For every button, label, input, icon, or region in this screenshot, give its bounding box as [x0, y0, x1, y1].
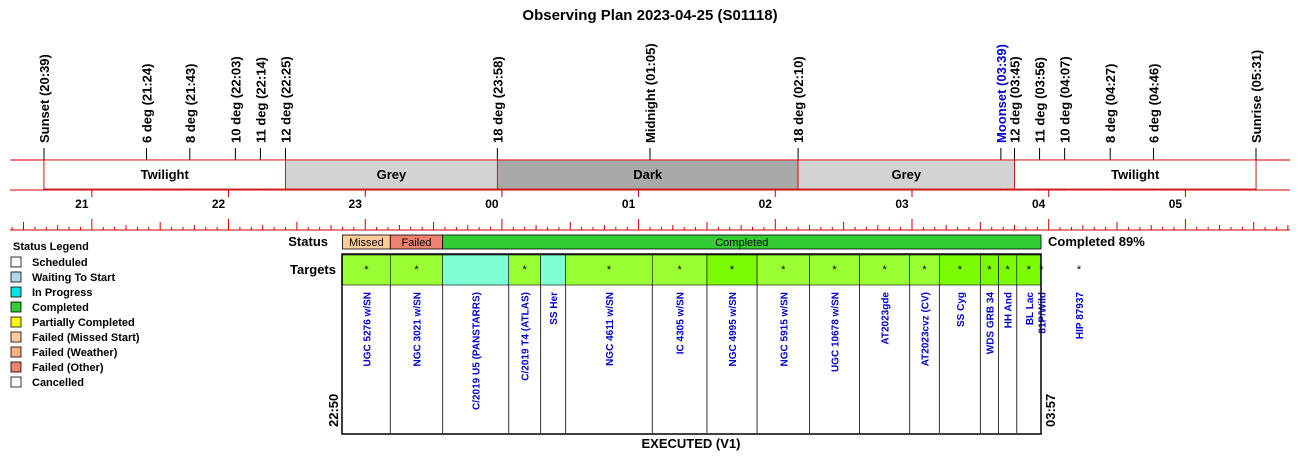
- event-label: 12 deg (03:45): [1007, 56, 1023, 143]
- legend-swatch: [11, 272, 21, 282]
- legend-item: Failed (Weather): [32, 347, 118, 359]
- status-legend: [11, 241, 140, 389]
- event-label: Midnight (01:05): [643, 43, 658, 143]
- legend-item: Failed (Missed Start): [32, 332, 140, 344]
- target-name: HIP 87937: [1075, 292, 1087, 340]
- target-name: NGC 3021 w/SN: [412, 292, 424, 367]
- status-segment-label: Failed: [401, 237, 432, 249]
- target-name: AT2023cvz (CV): [920, 292, 932, 367]
- status-bar: [342, 235, 1041, 249]
- status-segment-label: Missed: [348, 237, 384, 249]
- event-label: Sunrise (05:31): [1249, 49, 1264, 143]
- legend-item: Completed: [32, 302, 89, 314]
- hour-label: 03: [895, 197, 909, 211]
- status-row-label: Status: [288, 234, 328, 249]
- target-block: [443, 255, 509, 285]
- event-label: 11 deg (22:14): [253, 57, 269, 143]
- event-label: 6 deg (21:24): [139, 63, 155, 143]
- target-mark: *: [364, 264, 369, 276]
- target-mark: *: [832, 264, 837, 276]
- legend-title: Status Legend: [13, 241, 89, 253]
- band-label: Grey: [891, 167, 922, 182]
- event-label: 11 deg (03:56): [1032, 57, 1048, 143]
- legend-swatch: [11, 362, 21, 372]
- event-label: 12 deg (22:25): [278, 56, 294, 143]
- target-block: [541, 255, 566, 285]
- legend-item: Scheduled: [32, 257, 88, 269]
- status-segment-label: Completed: [715, 237, 769, 249]
- hour-axis: [12, 190, 1288, 230]
- target-name: BL Lac: [1024, 292, 1036, 326]
- target-mark: *: [606, 264, 612, 276]
- band-label: Grey: [376, 167, 407, 182]
- event-label: 8 deg (04:27): [1103, 63, 1119, 143]
- event-label: 10 deg (22:03): [228, 56, 244, 143]
- target-name: C/2019 U5 (PANSTARRS): [471, 292, 483, 410]
- hour-label: 04: [1032, 197, 1046, 211]
- completed-summary: Completed 89%: [1048, 234, 1145, 249]
- event-label: Sunset (20:39): [37, 54, 52, 143]
- legend-swatch: [11, 287, 21, 297]
- target-mark: *: [414, 264, 419, 276]
- target-mark: *: [957, 264, 962, 276]
- legend-item: Partially Completed: [32, 317, 135, 329]
- target-mark: *: [987, 264, 992, 276]
- target-name: NGC 4611 w/SN: [604, 292, 616, 366]
- legend-swatch: [11, 347, 21, 357]
- legend-swatch: [11, 377, 21, 387]
- legend-swatch: [11, 257, 21, 267]
- band-label: Twilight: [140, 167, 189, 182]
- hour-label: 02: [758, 197, 772, 211]
- legend-item: Waiting To Start: [32, 272, 116, 284]
- legend-swatch: [11, 332, 21, 342]
- hour-label: 22: [211, 197, 226, 211]
- target-mark: *: [882, 264, 887, 276]
- target-mark: *: [1026, 264, 1032, 276]
- event-label: 18 deg (23:58): [490, 56, 506, 143]
- target-name: NGC 5915 w/SN: [779, 292, 791, 367]
- hour-label: 05: [1168, 197, 1183, 211]
- target-mark: *: [781, 264, 786, 276]
- band-label: Twilight: [1111, 167, 1160, 182]
- executed-label: EXECUTED (V1): [641, 436, 741, 451]
- target-name: UGC 5276 w/SN: [362, 292, 374, 367]
- target-name: WDS GRB 34: [985, 292, 997, 355]
- legend-swatch: [11, 302, 21, 312]
- chart-title: Observing Plan 2023-04-25 (S01118): [522, 7, 778, 24]
- target-mark: *: [729, 264, 735, 276]
- start-time-label: 22:50: [326, 393, 341, 427]
- legend-item: Failed (Other): [32, 362, 104, 374]
- target-name: SS Cyg: [955, 292, 967, 328]
- target-name: IC 4305 w/SN: [675, 292, 687, 355]
- legend-swatch: [11, 317, 21, 327]
- target-name: AT2023gde: [880, 292, 892, 345]
- target-name: SS Her: [549, 292, 561, 325]
- targets-timeline: [342, 255, 1086, 433]
- target-mark: *: [922, 264, 927, 276]
- hour-label: 21: [75, 197, 89, 211]
- band-label: Dark: [633, 167, 663, 182]
- event-label: 8 deg (21:43): [182, 63, 198, 143]
- hour-label: 01: [621, 197, 636, 211]
- hour-label: 23: [348, 197, 362, 211]
- hour-label: 00: [485, 197, 499, 211]
- target-name: NGC 4995 w/SN: [728, 292, 740, 367]
- target-name: HH And: [1003, 292, 1015, 329]
- target-mark: *: [1005, 264, 1010, 276]
- legend-item: Cancelled: [32, 377, 84, 389]
- event-label: Moonset (03:39): [993, 44, 1009, 143]
- sky-bands: [10, 160, 1290, 230]
- target-mark: *: [1039, 264, 1044, 276]
- event-label: 18 deg (02:10): [791, 56, 807, 143]
- target-mark: *: [677, 264, 682, 276]
- event-label: 10 deg (04:07): [1057, 56, 1073, 143]
- event-label: 6 deg (04:46): [1146, 63, 1162, 143]
- end-time-label: 03:57: [1043, 393, 1058, 427]
- target-name: 81P/Wild: [1037, 292, 1049, 334]
- legend-item: In Progress: [32, 287, 93, 299]
- target-mark: *: [1076, 264, 1082, 276]
- targets-row-label: Targets: [290, 262, 336, 277]
- target-name: UGC 10678 w/SN: [830, 292, 842, 373]
- target-name: C/2019 T4 (ATLAS): [520, 292, 532, 381]
- target-mark: *: [522, 264, 527, 276]
